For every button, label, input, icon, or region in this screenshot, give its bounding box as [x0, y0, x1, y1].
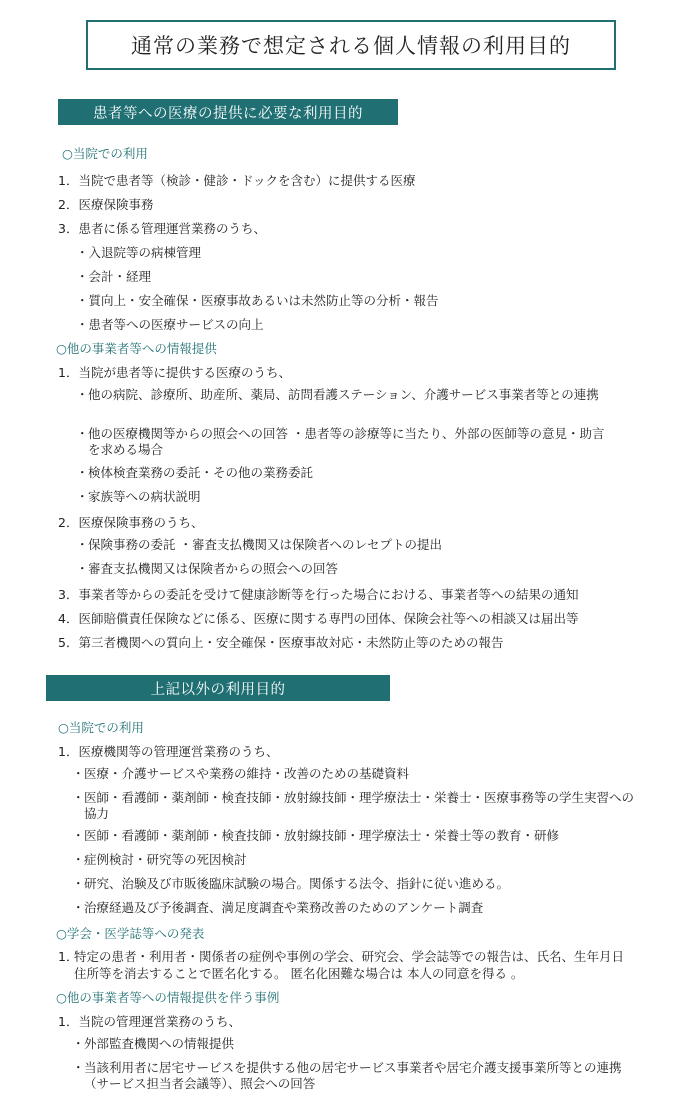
bullet: ・ [76, 489, 89, 504]
list-item [76, 537, 632, 553]
section-heading: 患者等への医療の提供に必要な利用目的 [58, 99, 398, 125]
list-item [76, 387, 632, 403]
bullet-text: 検体検査業務の委託・その他の業務委託 [88, 465, 314, 480]
list-item: 2．医療保険事務 [58, 197, 154, 212]
bullet-text: 家族等への病状説明 [88, 489, 201, 504]
bullet: ・ [72, 1036, 85, 1051]
bullet: ・ [72, 1060, 85, 1075]
bullet-text: 医師・看護師・薬剤師・検査技師・放射線技師・理学療法士・栄養士・医療事務等の学生実習への協力 [84, 790, 635, 821]
bullet: ・ [72, 828, 85, 843]
item-number: 1． [58, 949, 79, 964]
section-heading: 上記以外の利用目的 [46, 675, 390, 701]
list-item [72, 1060, 628, 1092]
bullet-text: 審査支払機関又は保険者からの照会への回答 [88, 561, 339, 576]
bullet-text: 研究、治験及び市販後臨床試験の場合。関係する法令、指針に従い進める。 [84, 876, 510, 891]
bullet-text: 外部監査機関への情報提供 [84, 1036, 235, 1051]
list-item: 4．医師賠償責任保険などに係る、医療に関する専門の団体、保険会社等への相談又は届出等 [58, 611, 579, 626]
subheading: ○他の事業者等への情報提供 [56, 341, 217, 356]
list-item [72, 1036, 628, 1052]
subheading: ○当院での利用 [58, 720, 144, 735]
list-item: 1．当院の管理運営業務のうち、 [58, 1014, 241, 1029]
item-text: 特定の患者・利用者・関係者の症例や事例の学会、研究会、学会誌等での報告は、氏名、生年月日 住所等を消去することで匿名化する。 匿名化困難な場合は 本人の同意を得る 。 [74, 949, 625, 981]
bullet-text: 他の医療機関等からの照会への回答 ・患者等の診療等に当たり、外部の医師等の意見・助言を求める場合 [88, 426, 605, 457]
bullet: ・ [76, 426, 89, 441]
bullet-text: 症例検討・研究等の死因検討 [84, 852, 247, 867]
list-item: ・患者等への医療サービスの向上 [76, 317, 264, 332]
subheading: ○当院での利用 [62, 146, 148, 161]
page-title: 通常の業務で想定される個人情報の利用目的 [86, 20, 616, 70]
bullet-text: 医療・介護サービスや業務の維持・改善のための基礎資料 [84, 766, 410, 781]
list-item [72, 790, 634, 822]
list-item: ・入退院等の病棟管理 [76, 245, 202, 260]
list-item: 2．医療保険事務のうち、 [58, 515, 204, 530]
bullet-text: 医師・看護師・薬剤師・検査技師・放射線技師・理学療法士・栄養士等の教育・研修 [84, 828, 560, 843]
bullet-text: 保険事務の委託 ・審査支払機関又は保険者へのレセプトの提出 [88, 537, 442, 552]
list-item: ・会計・経理 [76, 269, 152, 284]
bullet: ・ [72, 766, 85, 781]
list-item: 3．患者に係る管理運営業務のうち、 [58, 221, 266, 236]
bullet-text: 当該利用者に居宅サービスを提供する他の居宅サービス事業者や居宅介護支援事業所等との連携（サービス担当者会議等）、照会への回答 [84, 1060, 622, 1091]
list-item [76, 426, 608, 458]
bullet-text: 他の病院、診療所、助産所、薬局、訪問看護ステーション、介護サービス事業者等との連携 [88, 387, 599, 402]
list-item [76, 489, 632, 505]
list-item: 1．当院が患者等に提供する医療のうち、 [58, 365, 291, 380]
list-item: 5．第三者機関への質向上・安全確保・医療事故対応・未然防止等のための報告 [58, 635, 504, 650]
list-item [72, 876, 638, 892]
bullet: ・ [76, 537, 89, 552]
list-item [72, 828, 638, 844]
list-item: 3．事業者等からの委託を受けて健康診断等を行った場合における、事業者等への結果の通知 [58, 587, 579, 602]
subheading: ○学会・医学誌等への発表 [56, 926, 205, 941]
bullet: ・ [72, 790, 85, 805]
list-item [72, 852, 628, 868]
list-item [76, 561, 632, 577]
list-item [72, 766, 628, 782]
bullet-text: 治療経過及び予後調査、満足度調査や業務改善のためのアンケート調査 [84, 900, 484, 915]
bullet: ・ [72, 900, 85, 915]
bullet: ・ [72, 876, 85, 891]
list-item [72, 900, 638, 916]
list-item [58, 948, 638, 982]
list-item [76, 465, 632, 481]
bullet: ・ [76, 561, 89, 576]
bullet: ・ [76, 387, 89, 402]
subheading: ○他の事業者等への情報提供を伴う事例 [56, 990, 280, 1005]
list-item: 1．医療機関等の管理運営業務のうち、 [58, 744, 279, 759]
bullet: ・ [76, 465, 89, 480]
list-item: 1．当院で患者等（検診・健診・ドックを含む）に提供する医療 [58, 173, 416, 188]
bullet: ・ [72, 852, 85, 867]
list-item: ・質向上・安全確保・医療事故あるいは未然防止等の分析・報告 [76, 293, 439, 308]
